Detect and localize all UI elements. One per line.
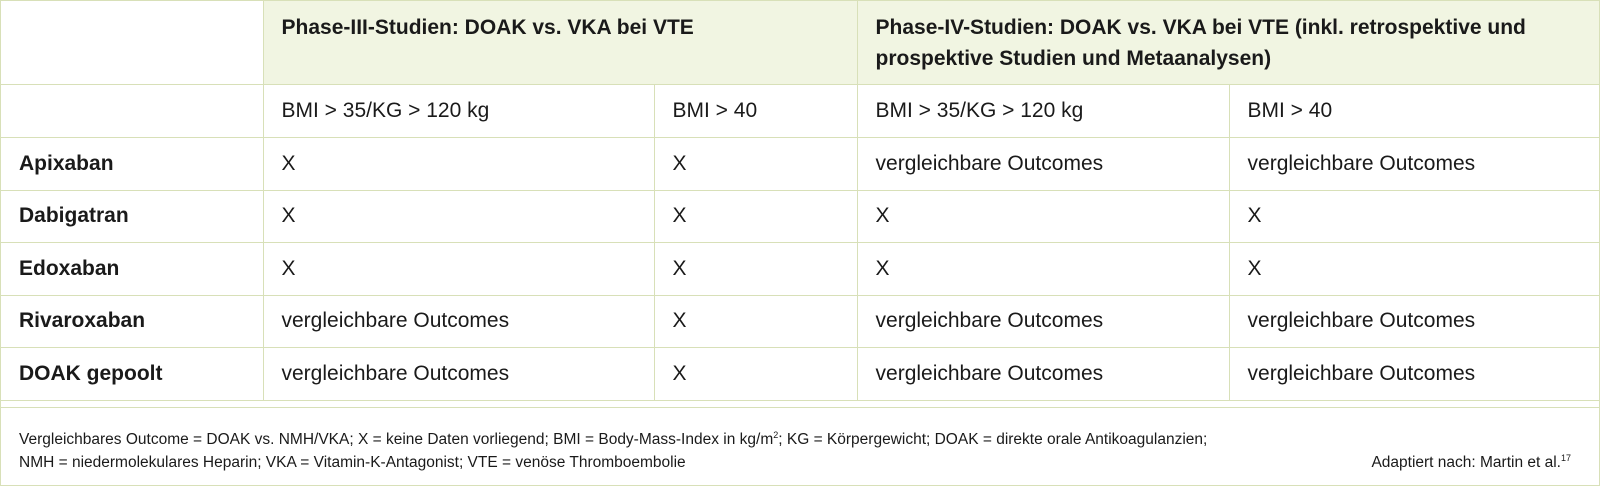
subheader-cell: BMI > 35/KG > 120 kg — [263, 84, 654, 137]
table-cell: vergleichbare Outcomes — [857, 137, 1229, 190]
row-label: Dabigatran — [1, 190, 263, 242]
doak-vka-table — [1, 1, 1599, 401]
row-label: Rivaroxaban — [1, 295, 263, 347]
table-cell: vergleichbare Outcomes — [263, 295, 654, 347]
footnote — [19, 428, 1207, 474]
row-label: Apixaban — [1, 137, 263, 190]
footnote-text: ; KG = Körpergewicht; DOAK = direkte orale Antikoagulanzien; — [778, 431, 1208, 448]
table-cell: vergleichbare Outcomes — [1229, 137, 1599, 190]
superscript-2: 2 — [773, 429, 779, 440]
table-cell: vergleichbare Outcomes — [1229, 347, 1599, 400]
table-cell: X — [263, 242, 654, 295]
table-cell: X — [857, 190, 1229, 242]
table-row — [1, 347, 1599, 400]
subheader-cell: BMI > 40 — [1229, 84, 1599, 137]
phase-iii-header: Phase-III-Studien: DOAK vs. VKA bei VTE — [263, 1, 857, 84]
table-cell: X — [654, 190, 857, 242]
row-label: Edoxaban — [1, 242, 263, 295]
subheader-corner — [1, 84, 263, 137]
table-cell: X — [654, 295, 857, 347]
table-cell: X — [857, 242, 1229, 295]
phase-iv-header: Phase-IV-Studien: DOAK vs. VKA bei VTE (inkl. retrospektive und prospektive Studien und Metaanalysen) — [857, 1, 1599, 84]
source-citation — [1371, 451, 1571, 474]
subheader-row — [1, 84, 1599, 137]
table-cell: vergleichbare Outcomes — [1229, 295, 1599, 347]
table-cell: vergleichbare Outcomes — [857, 295, 1229, 347]
table-cell: vergleichbare Outcomes — [857, 347, 1229, 400]
table-row — [1, 137, 1599, 190]
source-text: Adaptiert nach: Martin et al. — [1371, 454, 1561, 471]
table-row — [1, 295, 1599, 347]
subheader-cell: BMI > 40 — [654, 84, 857, 137]
reference-number: 17 — [1560, 452, 1571, 463]
footnote-line-1 — [19, 428, 1207, 451]
table-cell: X — [654, 137, 857, 190]
table-cell: X — [1229, 242, 1599, 295]
table-row — [1, 190, 1599, 242]
table-cell: X — [263, 137, 654, 190]
group-header-row — [1, 1, 1599, 84]
row-label: DOAK gepoolt — [1, 347, 263, 400]
table-footer — [1, 407, 1599, 486]
corner-cell — [1, 1, 263, 84]
footnote-text: Vergleichbares Outcome = DOAK vs. NMH/VKA; X = keine Daten vorliegend; BMI = Body-Mass-Index in kg/m — [19, 431, 774, 448]
table-row — [1, 242, 1599, 295]
table-cell: vergleichbare Outcomes — [263, 347, 654, 400]
footnote-line-2: NMH = niedermolekulares Heparin; VKA = Vitamin-K-Antagonist; VTE = venöse Thromboembolie — [19, 454, 686, 471]
table-cell: X — [654, 242, 857, 295]
table-cell: X — [1229, 190, 1599, 242]
table-cell: X — [263, 190, 654, 242]
subheader-cell: BMI > 35/KG > 120 kg — [857, 84, 1229, 137]
table-cell: X — [654, 347, 857, 400]
